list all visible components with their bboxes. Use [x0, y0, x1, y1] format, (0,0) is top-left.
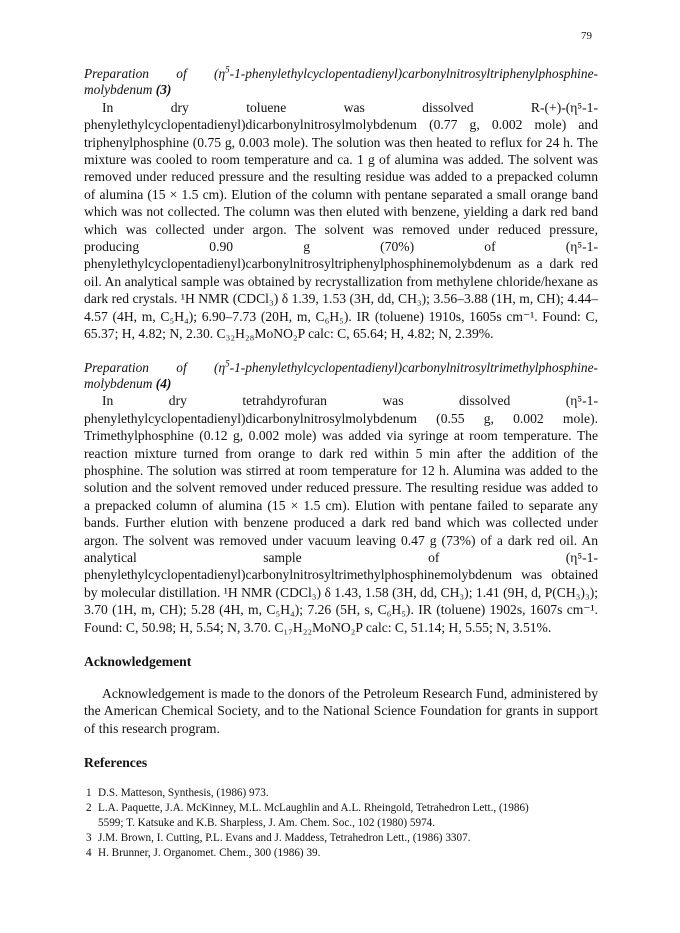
reference-item: 3 J.M. Brown, I. Cutting, P.L. Evans and J. Maddess, Tetrahedron Lett., (1986) 3307.: [86, 832, 471, 845]
reference-item: 4 H. Brunner, J. Organomet. Chem., 300 (1986) 39.: [86, 847, 321, 860]
reference-item: 1 D.S. Matteson, Synthesis, (1986) 973.: [86, 787, 269, 800]
section-3-paragraph: In dry toluene was dissolved R-(+)-(η⁵-1-phenylethylcyclopentadienyl)dicarbonylnitrosylmolybdenum (0.77 g, 0.002 mole) and triphenylphosphine (0.75 g, 0.003 mole). The solution was then heated to reflux for 24 h. The mixture was cooled to room temperature and ca. 1 g of alumina was added. The solvent was removed under reduced pressure and the resulting residue was added to a prepacked column of alumina (15 × 1.5 cm). Elution of the column with pentane separated a small orange band which was not collected. The column was then eluted with benzene, yielding a dark red band which was collected under argon. The solvent was removed under reduced pressure, producing 0.90 g (70%) of (η⁵-1-phenylethylcyclopentadienyl)carbonylnitrosyltriphenylphosphinemolybdenum as a dark red oil. An analytical sample was obtained by recrystallization from methylene chloride/hexane as dark red crystals. ¹H NMR (CDCl₃) δ 1.39, 1.53 (3H, dd, CH₃); 3.56–3.88 (1H, m, CH); 4.44–4.57 (4H, m, C₅H₄); 6.90–7.73 (20H, m, C₆H₅). IR (toluene) 1910s, 1605s cm⁻¹. Found: C, 65.37; H, 4.82; N, 2.30. C₃₂H₂₈MoNO₂P calc: C, 65.64; H, 4.82; N, 2.39%.: [84, 99, 598, 342]
acknowledgement-heading: Acknowledgement: [84, 654, 192, 669]
reference-item: 2 L.A. Paquette, J.A. McKinney, M.L. McLaughlin and A.L. Rheingold, Tetrahedron Lett., (1986) 5599; T. Katsuke and K.B. Sharpless, J. Am. Chem. Soc., 102 (1980) 5974.: [86, 802, 529, 830]
section-4-title: Preparation of $(\eta^5-1-phenylethylcyclopentadienyl)carbonylnitrosyltrimethylphosphine$-molybdenum (4): [84, 358, 598, 391]
page-number: 79: [581, 30, 592, 42]
article-body: [84, 66, 598, 861]
section-3-title: Preparation of $(\eta^5-1-phenylethylcyclopentadienyl)carbonylnitrosyltriphenylphosphine$-molybdenum (3): [84, 64, 598, 98]
reference-list: [84, 786, 598, 861]
references-heading: References: [84, 755, 148, 771]
acknowledgement-text: Acknowledgement is made to the donors of the Petroleum Research Fund, administered by the American Chemical Society, and to the National Science Foundation for grants in support of this research program.: [84, 686, 598, 736]
section-4-paragraph: In dry tetrahdyrofuran was dissolved (η⁵-1-phenylethylcyclopentadienyl)dicarbonylnitrosylmolybdenum (0.55 g, 0.002 mole). Trimethylphosphine (0.12 g, 0.002 mole) was added via syringe at room temperature. The reaction mixture turned from orange to dark red within 5 min after the addition of the phosphine. The solution was stirred at room temperature for 12 h. Alumina was added to the solution and the solvent removed under reduced pressure. The resulting residue was added to a prepacked column of alumina (15 × 1.5 cm). Elution with pentane failed to separate any bands. Further elution with benzene produced a dark red band which was collected under argon. The solvent was removed under vacuum leaving 0.47 g (73%) of a dark red oil. An analytical sample of (η⁵-1-phenylethylcyclopentadienyl)carbonylnitrosyltrimethylphosphinemolybdenum was obtained by molecular distillation. ¹H NMR (CDCl₃) δ 1.43, 1.58 (3H, dd, CH₃); 1.41 (9H, d, P(CH₃)₃); 3.70 (1H, m, CH); 5.28 (4H, m, C₅H₄); 7.26 (5H, s, C₆H₅). IR (toluene) 1902s, 1607s cm⁻¹. Found: C, 50.98; H, 5.54; N, 3.70. C₁₇H₂₂MoNO₂P calc: C, 51.14; H, 5.55; N, 3.51%.: [84, 393, 598, 635]
